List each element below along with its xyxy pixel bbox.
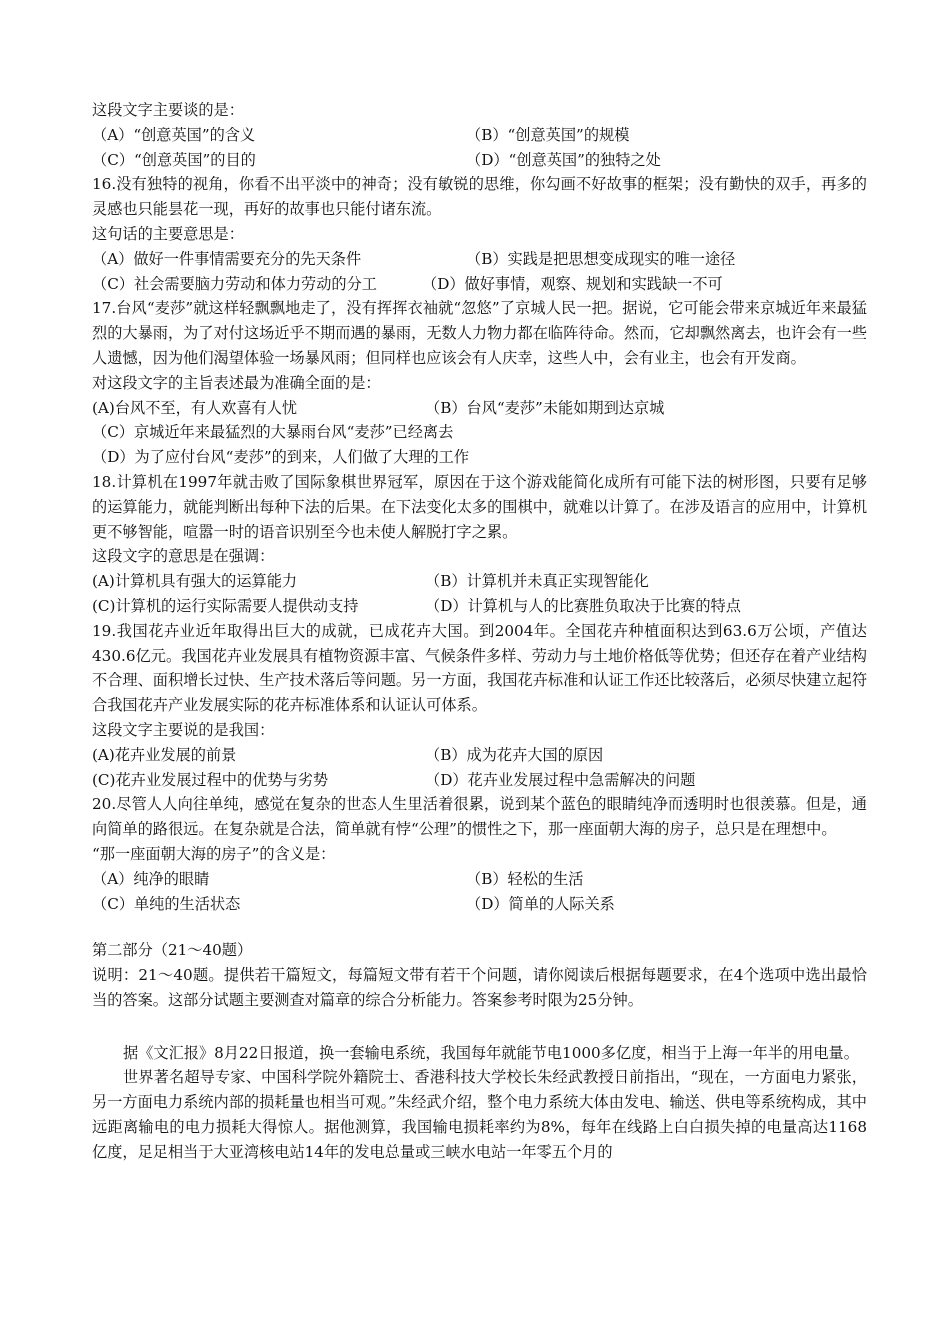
q16-prompt: 这句话的主要意思是： (92, 224, 244, 243)
q19-option-c: (C)花卉业发展过程中的优势与劣势 (92, 770, 329, 789)
q16-option-b: （B）实践是把思想变成现实的唯一途径 (466, 249, 736, 268)
passage-paragraph-2: 世界著名超导专家、中国科学院外籍院士、香港科技大学校长朱经武教授日前指出，“现在，一方面电力紧张，另一方面电力系统内部的损耗量也相当可观。”朱经武介绍，整个电力系统大体由发电、输送、供电等系统构成，其中远距离输电的电力损耗大得惊人。据他测算，我国输电损耗率约为8%，每年在线路上白白损失掉的电量高达1168亿度，足足相当于大亚湾核电站14年的发电总量或三峡水电站一年零五个月的 (92, 1068, 867, 1161)
q17-options-row1 (92, 396, 867, 421)
q16-options-row1 (92, 247, 867, 272)
q17-prompt: 对这段文字的主旨表述最为准确全面的是： (92, 373, 381, 392)
q19-option-b: （B）成为花卉大国的原因 (425, 745, 604, 764)
part2-description: 说明：21～40题。提供若干篇短文，每篇短文带有若干个问题，请你阅读后根据每题要求，在4个选项中选出最恰当的答案。这部分试题主要测查对篇章的综合分析能力。答案参考时限为25分钟。 (92, 966, 867, 1009)
part2-title: 第二部分（21～40题） (92, 941, 253, 960)
q18-option-b: （B）计算机并未真正实现智能化 (425, 572, 649, 591)
q18-text: 18.计算机在1997年就击败了国际象棋世界冠军，原因在于这个游戏能简化成所有可能下法的树形图，只要有足够的运算能力，就能判断出每种下法的后果。在下法变化太多的围棋中，就难以计算了。在涉及语言的应用中，计算机更不够智能，喧嚣一时的语音识别至今也未使人解脱打字之累。 (92, 472, 867, 541)
q18-prompt: 这段文字的意思是在强调： (92, 547, 275, 566)
q18-option-d: （D）计算机与人的比赛胜负取决于比赛的特点 (425, 596, 741, 615)
q16-option-a: （A）做好一件事情需要充分的先天条件 (92, 249, 362, 268)
section-spacer (92, 916, 867, 938)
q16-option-d: （D）做好事情，观察、规划和实践缺一不可 (422, 274, 723, 293)
q17-option-a: (A)台风不至，有人欢喜有人忧 (92, 398, 298, 417)
q15-option-a: （A）“创意英国”的含义 (92, 125, 256, 144)
q15-option-b: （B）“创意英国”的规模 (466, 125, 630, 144)
q20-option-a: （A）纯净的眼睛 (92, 869, 210, 888)
passage-spacer (92, 1013, 867, 1041)
q15-option-c: （C）“创意英国”的目的 (92, 150, 256, 169)
q16-option-c: （C）社会需要脑力劳动和体力劳动的分工 (92, 274, 377, 293)
q19-option-d: （D）花卉业发展过程中急需解决的问题 (425, 770, 696, 789)
q18-options-row2 (92, 594, 867, 619)
q19-option-a: (A)花卉业发展的前景 (92, 745, 237, 764)
q17-option-b: （B）台风“麦莎”未能如期到达京城 (425, 398, 665, 417)
q20-options-row2 (92, 892, 867, 917)
passage-paragraph-1: 据《文汇报》8月22日报道，换一套输电系统，我国每年就能节电1000多亿度，相当于上海一年半的用电量。 (123, 1043, 859, 1062)
q19-prompt: 这段文字主要说的是我国： (92, 720, 275, 739)
q18-option-a: (A)计算机具有强大的运算能力 (92, 572, 298, 591)
q20-option-b: （B）轻松的生活 (466, 869, 584, 888)
q20-prompt: “那一座面朝大海的房子”的含义是： (92, 844, 336, 863)
q16-text: 16.没有独特的视角，你看不出平淡中的神奇；没有敏锐的思维，你勾画不好故事的框架；没有勤快的双手，再多的灵感也只能昙花一现，再好的故事也只能付诸东流。 (92, 175, 867, 219)
q19-text: 19.我国花卉业近年取得出巨大的成就，已成花卉大国。到2004年。全国花卉种植面积达到63.6万公顷，产值达430.6亿元。我国花卉业发展具有植物资源丰富、气候条件多样、劳动力与土地价格低等优势；但还存在着产业结构不合理、面积增长过快、生产技术落后等问题。另一方面，我国花卉标准和认证工作还比较落后，必须尽快建立起符合我国花卉产业发展实际的花卉标准体系和认证认可体系。 (92, 621, 867, 715)
q15-option-d: （D）“创意英国”的独特之处 (466, 150, 661, 169)
q20-option-d: （D）简单的人际关系 (466, 894, 615, 913)
q16-options-row2 (92, 272, 867, 297)
q20-option-c: （C）单纯的生活状态 (92, 894, 241, 913)
q20-text: 20.尽管人人向往单纯，感觉在复杂的世态人生里活着很累，说到某个蓝色的眼睛纯净而透明时也很羡慕。但是，通向简单的路很远。在复杂就是合法，简单就有悖“公理”的惯性之下，那一座面朝大海的房子，总只是在理想中。 (92, 795, 867, 839)
q17-text: 17.台风“麦莎”就这样轻飘飘地走了，没有挥挥衣袖就“忽悠”了京城人民一把。据说，它可能会带来京城近年来最猛烈的大暴雨，为了对付这场近乎不期而遇的暴雨，无数人力物力都在临阵待命。然而，它却飘然离去，也许会有一些人遗憾，因为他们渴望体验一场暴风雨；但同样也应该会有人庆幸，这些人中，会有业主，也会有开发商。 (92, 299, 867, 367)
q17-option-d: （D）为了应付台风“麦莎”的到来，人们做了大理的工作 (92, 448, 470, 467)
q20-options-row1 (92, 867, 867, 892)
q15-options-row1 (92, 123, 867, 148)
q15-prompt: 这段文字主要谈的是： (92, 101, 244, 119)
q18-options-row1 (92, 569, 867, 594)
q19-options-row1 (92, 743, 867, 768)
q15-options-row2 (92, 148, 867, 173)
q19-options-row2 (92, 768, 867, 793)
exam-page (92, 98, 867, 1165)
q17-option-c: （C）京城近年来最猛烈的大暴雨台风“麦莎”已经离去 (92, 423, 454, 442)
q18-option-c: (C)计算机的运行实际需要人提供动支持 (92, 596, 359, 615)
